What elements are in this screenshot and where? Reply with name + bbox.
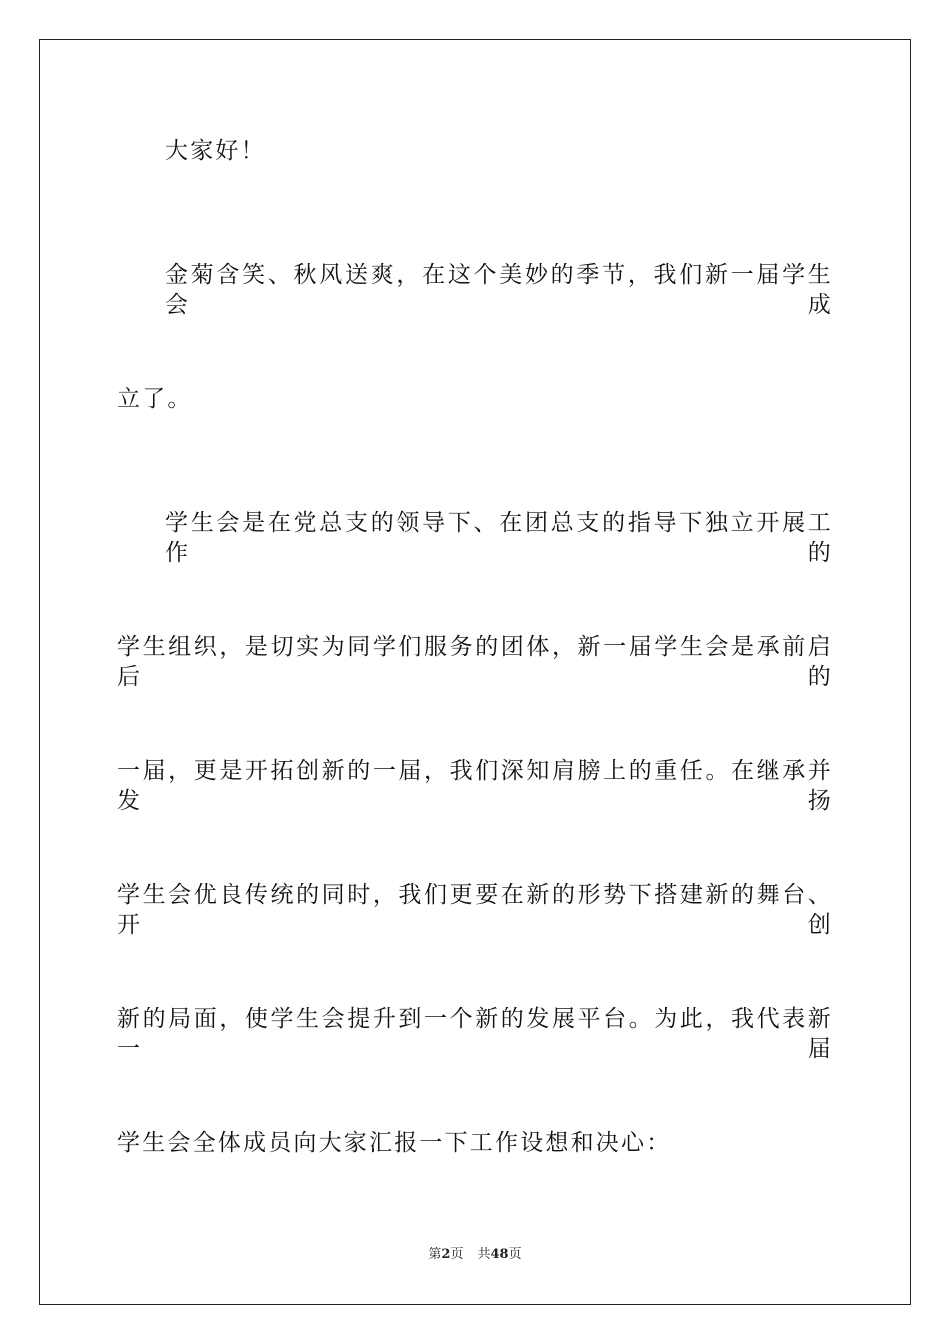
page-footer xyxy=(0,1246,950,1264)
page-number: 2 xyxy=(441,1247,451,1262)
paragraph-line: 学生会是在党总支的领导下、在团总支的指导下独立开展工作的 xyxy=(165,510,833,566)
page-prefix: 第 xyxy=(428,1247,442,1262)
greeting-line: 大家好！ xyxy=(165,138,266,164)
paragraph-line: 一届，更是开拓创新的一届，我们深知肩膀上的重任。在继承并发扬 xyxy=(117,758,833,814)
paragraph-line: 学生组织，是切实为同学们服务的团体，新一届学生会是承前启后的 xyxy=(117,634,833,690)
paragraph-line: 学生会全体成员向大家汇报一下工作设想和决心： xyxy=(117,1130,672,1156)
paragraph-line: 立了。 xyxy=(117,386,193,412)
paragraph-line: 金菊含笑、秋风送爽，在这个美妙的季节，我们新一届学生会成 xyxy=(165,262,833,318)
total-pages: 48 xyxy=(490,1247,509,1262)
paragraph-line: 新的局面，使学生会提升到一个新的发展平台。为此，我代表新一届 xyxy=(117,1006,833,1062)
paragraph-line: 学生会优良传统的同时，我们更要在新的形势下搭建新的舞台、开创 xyxy=(117,882,833,938)
page-suffix: 页 xyxy=(450,1247,464,1262)
total-suffix: 页 xyxy=(508,1247,522,1262)
total-prefix: 共 xyxy=(477,1247,491,1262)
